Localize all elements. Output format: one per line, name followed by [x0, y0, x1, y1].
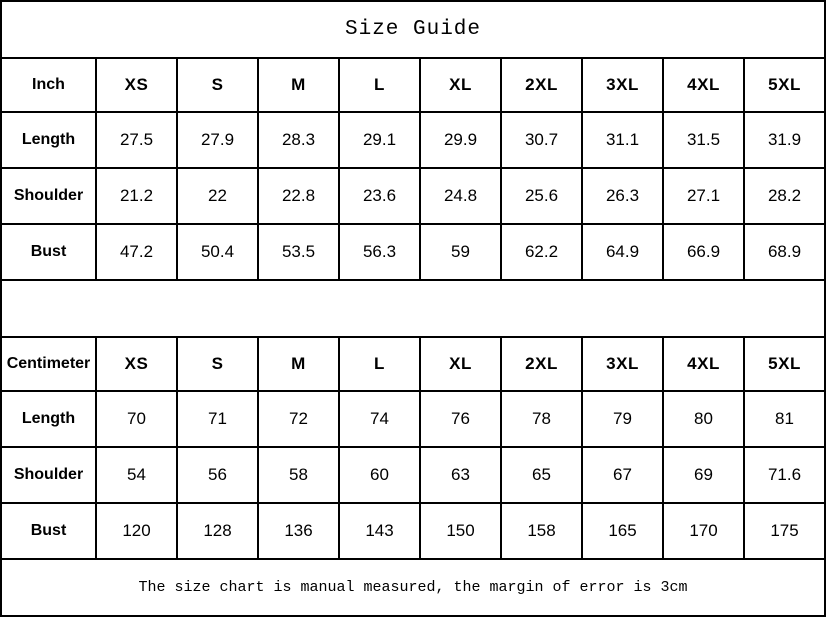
cm-header-row	[1, 337, 825, 391]
table-gap-spacer	[1, 280, 825, 337]
cm-size-header-m: M	[258, 337, 339, 391]
cm-size-header-3xl: 3XL	[582, 337, 663, 391]
cm-size-header-xs: XS	[96, 337, 177, 391]
inch-shoulder-l: 23.6	[339, 168, 420, 224]
size-header-l: L	[339, 58, 420, 112]
inch-length-xl: 29.9	[420, 112, 501, 168]
inch-length-m: 28.3	[258, 112, 339, 168]
inch-bust-5xl: 68.9	[744, 224, 825, 280]
cm-bust-3xl: 165	[582, 503, 663, 559]
inch-bust-m: 53.5	[258, 224, 339, 280]
cm-size-header-4xl: 4XL	[663, 337, 744, 391]
inch-bust-s: 50.4	[177, 224, 258, 280]
size-header-xl: XL	[420, 58, 501, 112]
inch-shoulder-m: 22.8	[258, 168, 339, 224]
inch-bust-4xl: 66.9	[663, 224, 744, 280]
inch-bust-3xl: 64.9	[582, 224, 663, 280]
cm-size-header-xl: XL	[420, 337, 501, 391]
cm-shoulder-l: 60	[339, 447, 420, 503]
cm-unit-header: Centimeter	[1, 337, 96, 391]
inch-bust-row	[1, 224, 825, 280]
cm-bust-s: 128	[177, 503, 258, 559]
inch-shoulder-row	[1, 168, 825, 224]
cm-length-row	[1, 391, 825, 447]
cm-shoulder-4xl: 69	[663, 447, 744, 503]
cm-size-header-5xl: 5XL	[744, 337, 825, 391]
cm-shoulder-s: 56	[177, 447, 258, 503]
inch-header-row	[1, 58, 825, 112]
cm-shoulder-3xl: 67	[582, 447, 663, 503]
cm-length-xl: 76	[420, 391, 501, 447]
cm-length-l: 74	[339, 391, 420, 447]
inch-unit-header: Inch	[1, 58, 96, 112]
inch-shoulder-xs: 21.2	[96, 168, 177, 224]
cm-shoulder-2xl: 65	[501, 447, 582, 503]
cm-shoulder-5xl: 71.6	[744, 447, 825, 503]
size-header-s: S	[177, 58, 258, 112]
cm-bust-2xl: 158	[501, 503, 582, 559]
inch-shoulder-4xl: 27.1	[663, 168, 744, 224]
cm-shoulder-xl: 63	[420, 447, 501, 503]
row-label-length: Length	[1, 112, 96, 168]
cm-length-m: 72	[258, 391, 339, 447]
inch-length-5xl: 31.9	[744, 112, 825, 168]
size-header-2xl: 2XL	[501, 58, 582, 112]
inch-bust-xs: 47.2	[96, 224, 177, 280]
cm-shoulder-m: 58	[258, 447, 339, 503]
inch-length-xs: 27.5	[96, 112, 177, 168]
cm-bust-xl: 150	[420, 503, 501, 559]
row-label-bust: Bust	[1, 503, 96, 559]
cm-bust-5xl: 175	[744, 503, 825, 559]
cm-size-header-l: L	[339, 337, 420, 391]
page-title: Size Guide	[1, 1, 825, 58]
cm-size-header-s: S	[177, 337, 258, 391]
cm-bust-l: 143	[339, 503, 420, 559]
inch-length-4xl: 31.5	[663, 112, 744, 168]
row-label-shoulder: Shoulder	[1, 447, 96, 503]
inch-length-3xl: 31.1	[582, 112, 663, 168]
size-header-xs: XS	[96, 58, 177, 112]
inch-bust-l: 56.3	[339, 224, 420, 280]
inch-shoulder-3xl: 26.3	[582, 168, 663, 224]
inch-length-l: 29.1	[339, 112, 420, 168]
size-header-5xl: 5XL	[744, 58, 825, 112]
cm-size-header-2xl: 2XL	[501, 337, 582, 391]
cm-length-3xl: 79	[582, 391, 663, 447]
measurement-disclaimer: The size chart is manual measured, the margin of error is 3cm	[1, 559, 825, 616]
cm-bust-row	[1, 503, 825, 559]
row-label-shoulder: Shoulder	[1, 168, 96, 224]
size-header-3xl: 3XL	[582, 58, 663, 112]
cm-length-5xl: 81	[744, 391, 825, 447]
cm-bust-m: 136	[258, 503, 339, 559]
row-label-bust: Bust	[1, 224, 96, 280]
inch-shoulder-s: 22	[177, 168, 258, 224]
row-label-length: Length	[1, 391, 96, 447]
cm-bust-4xl: 170	[663, 503, 744, 559]
cm-length-s: 71	[177, 391, 258, 447]
inch-length-s: 27.9	[177, 112, 258, 168]
inch-length-2xl: 30.7	[501, 112, 582, 168]
inch-shoulder-2xl: 25.6	[501, 168, 582, 224]
cm-length-xs: 70	[96, 391, 177, 447]
cm-bust-xs: 120	[96, 503, 177, 559]
inch-length-row	[1, 112, 825, 168]
cm-length-2xl: 78	[501, 391, 582, 447]
cm-length-4xl: 80	[663, 391, 744, 447]
cm-shoulder-row	[1, 447, 825, 503]
inch-bust-xl: 59	[420, 224, 501, 280]
inch-bust-2xl: 62.2	[501, 224, 582, 280]
cm-shoulder-xs: 54	[96, 447, 177, 503]
size-header-m: M	[258, 58, 339, 112]
size-header-4xl: 4XL	[663, 58, 744, 112]
inch-shoulder-5xl: 28.2	[744, 168, 825, 224]
inch-shoulder-xl: 24.8	[420, 168, 501, 224]
